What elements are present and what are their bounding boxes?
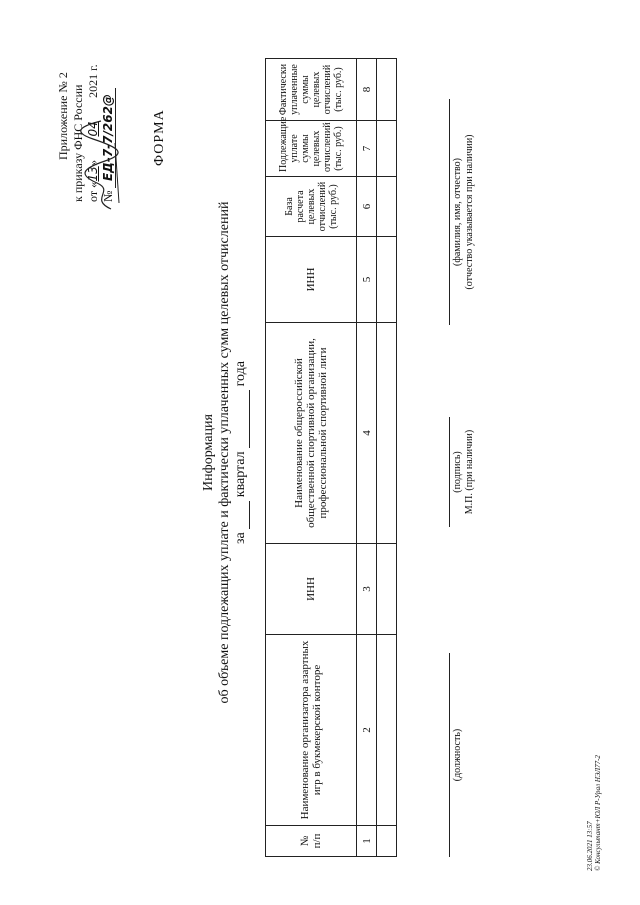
number-value: ЕД-7-7/262@ <box>101 88 116 188</box>
header-cell-number <box>266 826 357 857</box>
forma-label: ФОРМА <box>152 109 167 166</box>
header-text: Подлежащие уплате суммы целевых отчислений (тыс. руб.) <box>278 116 344 172</box>
position-caption: (должность) <box>452 728 463 782</box>
date-mid-text: » <box>86 159 100 166</box>
signature-caption: (подпись) <box>452 451 463 493</box>
column-number: 6 <box>357 177 377 237</box>
handwritten-signature <box>71 117 127 213</box>
period-za: за <box>233 532 248 544</box>
appendix-label: Приложение № 2 <box>56 72 70 160</box>
column-number: 4 <box>357 323 377 544</box>
column-number: 5 <box>357 237 377 323</box>
header-cell-payable <box>266 116 357 177</box>
period-kvartal: квартал <box>233 451 248 498</box>
header-text: ИНН <box>305 577 317 601</box>
column-number: 3 <box>357 544 377 635</box>
header-cell-calc-base <box>266 177 357 237</box>
header-cell-sport-org-inn <box>266 237 357 323</box>
column-number: 2 <box>357 635 377 826</box>
number-prefix: № <box>101 190 115 202</box>
column-number: 8 <box>357 59 377 121</box>
column-number: 7 <box>357 121 377 177</box>
header-text: № п/п <box>299 833 323 849</box>
empty-cell <box>377 635 397 826</box>
column-number: 1 <box>357 826 377 857</box>
empty-cell <box>377 544 397 635</box>
year-blank <box>233 390 250 448</box>
date-from-text: от « <box>86 181 100 202</box>
header-text: ИНН <box>305 267 317 292</box>
watermark-timestamp: 23.06.2021 13:57 <box>586 821 594 871</box>
period-goda: года <box>233 361 248 387</box>
header-cell-sport-org-name <box>266 323 357 544</box>
name-note: (отчество указывается при наличии) <box>464 134 475 290</box>
header-text: Наименование организатора азартных игр в букмекерской конторе <box>299 640 323 820</box>
position-line <box>449 653 450 857</box>
header-text: Наименование общероссийской общественной спортивной организации, профессиональной спортивной лиги <box>293 338 329 528</box>
empty-cell <box>377 121 397 177</box>
table-header-row <box>266 59 357 857</box>
signature-line <box>449 417 450 527</box>
empty-cell <box>377 59 397 121</box>
date-month: 04 <box>86 121 100 137</box>
title-period <box>233 0 250 905</box>
stamp-caption: М.П. (при наличии) <box>464 429 475 515</box>
header-cell-organizer-name <box>266 635 357 826</box>
order-label: к приказу ФНС России <box>71 84 85 202</box>
header-text: База расчета целевых отчислений (тыс. руб.) <box>283 181 339 232</box>
date-day: 13 <box>86 166 100 182</box>
title-line2: об объеме подлежащих уплате и фактически уплаченных сумм целевых отчислений <box>217 201 232 704</box>
header-cell-organizer-inn <box>266 544 357 635</box>
empty-cell <box>377 826 397 857</box>
name-caption: (фамилия, имя, отчество) <box>452 158 463 266</box>
date-year: 2021 г. <box>86 64 100 98</box>
quarter-blank <box>233 501 250 529</box>
empty-cell <box>377 237 397 323</box>
name-line <box>449 99 450 325</box>
column-number-row <box>357 59 377 857</box>
empty-cell <box>377 323 397 544</box>
header-cell-paid <box>266 59 357 121</box>
header-text: Фактически уплаченные суммы целевых отчислений (тыс. руб.) <box>278 63 344 116</box>
title-line1: Информация <box>201 414 216 491</box>
empty-data-row <box>377 59 397 857</box>
targeted-deductions-table <box>265 58 397 857</box>
watermark-source: © Консультант+ЮЛ Р-Урал НЭЛ77-2 <box>594 755 602 871</box>
empty-cell <box>377 177 397 237</box>
